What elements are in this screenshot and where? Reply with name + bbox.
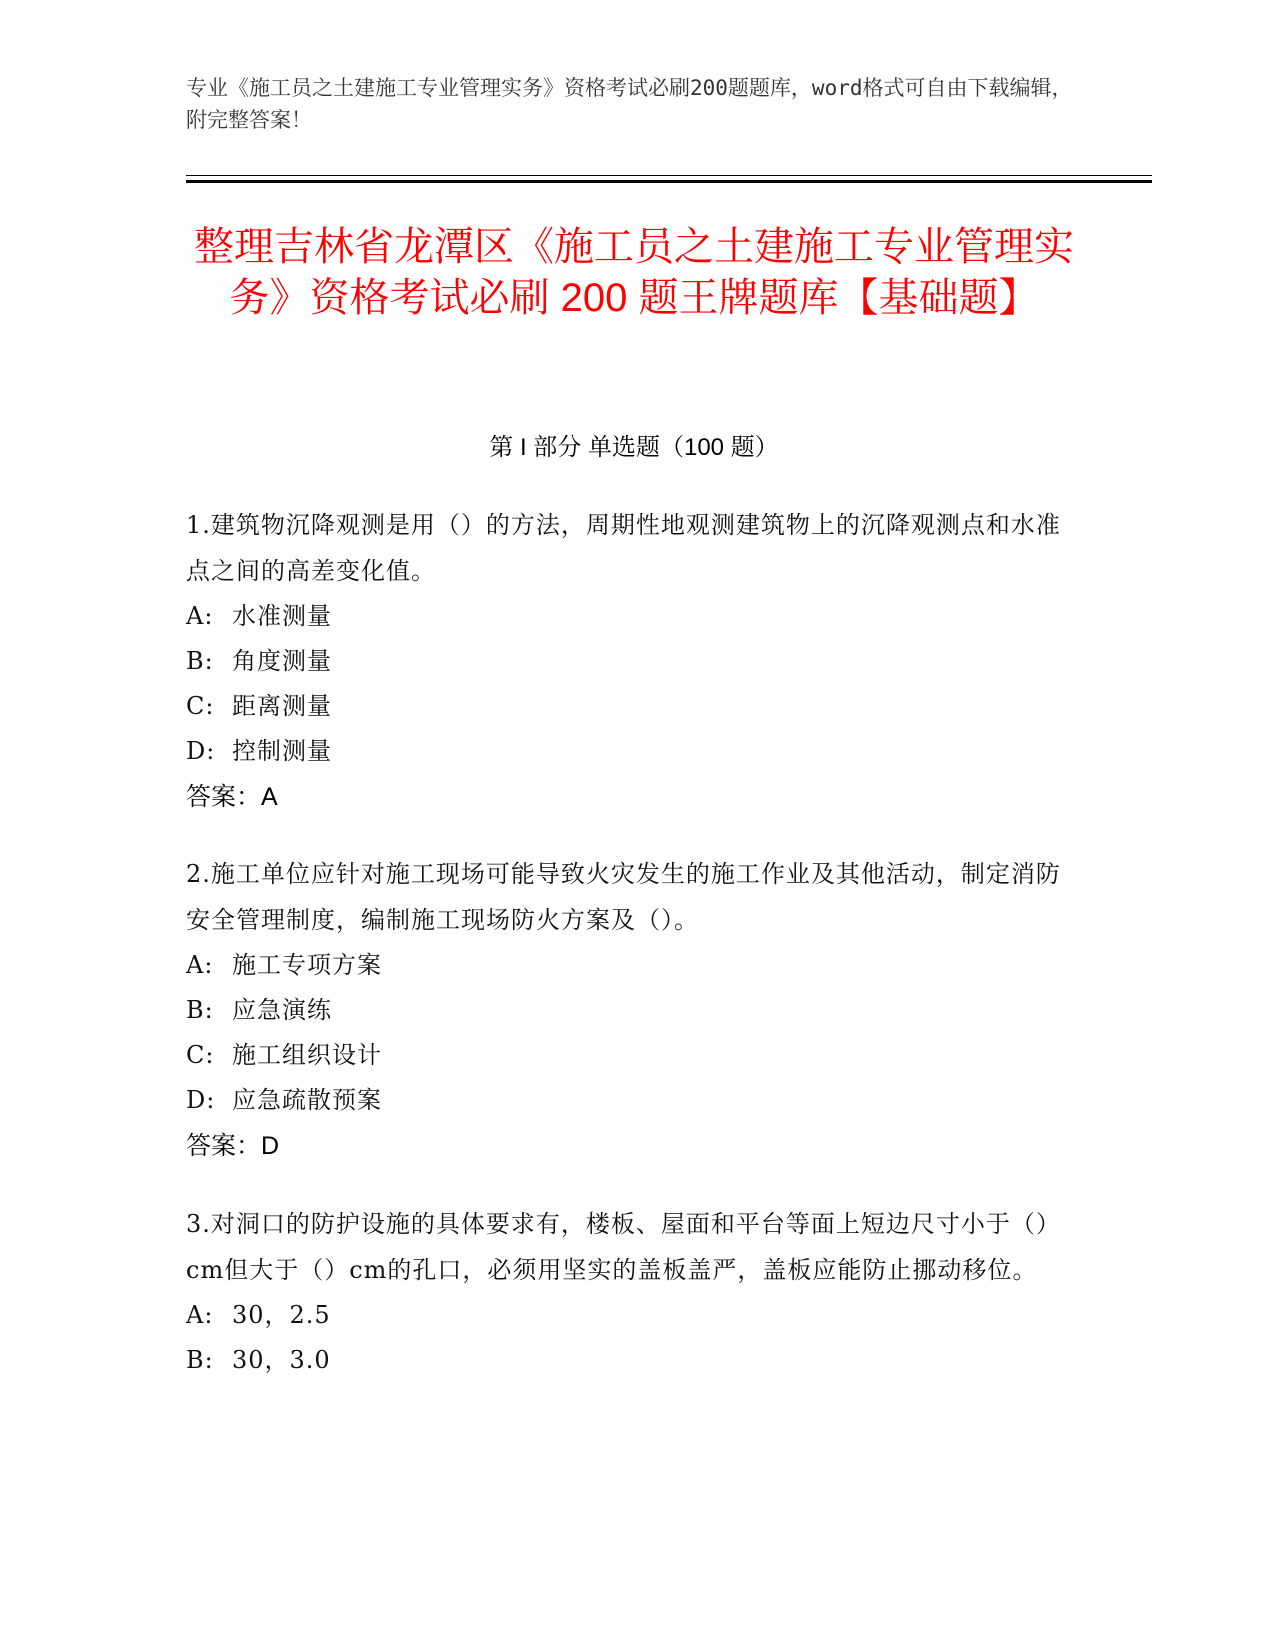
option-key: B: (186, 1346, 214, 1374)
question-stem: 2.施工单位应针对施工现场可能导致火灾发生的施工作业及其他活动，制定消防安全管理制度，编制施工现场防火方案及（）。 (186, 860, 1061, 934)
option-text: 应急疏散预案 (232, 1086, 382, 1114)
option-a (186, 594, 1066, 639)
option-key: D: (186, 737, 216, 765)
option-text: 应急演练 (232, 996, 332, 1024)
option-d (186, 729, 1066, 774)
option-d (186, 1078, 1066, 1123)
document-title: 整理吉林省龙潭区《施工员之土建施工专业管理实务》资格考试必刷 200 题王牌题库【基础题】 (194, 225, 1074, 320)
option-key: A: (186, 602, 214, 630)
option-text: 施工专项方案 (232, 951, 382, 979)
option-text: 水准测量 (232, 602, 332, 630)
option-b (186, 639, 1066, 684)
option-text: 施工组织设计 (232, 1041, 382, 1069)
option-text: 角度测量 (232, 647, 332, 675)
option-text: 控制测量 (232, 737, 332, 765)
option-text: 30，2.5 (232, 1301, 331, 1329)
answer-line (186, 1123, 1066, 1169)
header-divider-thick (186, 180, 1152, 183)
option-key: B: (186, 647, 214, 675)
question-2 (186, 851, 1066, 1169)
section-heading: 第 I 部分 单选题（100 题） (489, 434, 779, 461)
option-key: C: (186, 692, 215, 720)
option-a (186, 943, 1066, 988)
option-key: A: (186, 1301, 214, 1329)
option-key: A: (186, 951, 214, 979)
option-text: 距离测量 (232, 692, 332, 720)
option-c (186, 684, 1066, 729)
header-intro: 专业《施工员之土建施工专业管理实务》资格考试必刷200题题库，word格式可自由下载编辑，附完整答案！ (186, 76, 1073, 132)
answer-label: 答案： (186, 1132, 262, 1160)
option-a (186, 1293, 1066, 1338)
option-b (186, 1338, 1066, 1383)
question-3 (186, 1201, 1066, 1383)
answer-label: 答案： (186, 783, 262, 811)
answer-value: D (261, 1132, 280, 1160)
option-key: B: (186, 996, 214, 1024)
question-stem: 3.对洞口的防护设施的具体要求有，楼板、屋面和平台等面上短边尺寸小于（）cm但大于（）cm的孔口，必须用坚实的盖板盖严，盖板应能防止挪动移位。 (186, 1210, 1061, 1284)
option-key: C: (186, 1041, 215, 1069)
answer-value: A (261, 783, 278, 811)
option-text: 30，3.0 (232, 1346, 331, 1374)
header-divider-thin (186, 175, 1152, 176)
answer-line (186, 774, 1066, 820)
question-1 (186, 502, 1066, 820)
question-stem: 1.建筑物沉降观测是用（）的方法，周期性地观测建筑物上的沉降观测点和水准点之间的高差变化值。 (186, 511, 1061, 585)
option-b (186, 988, 1066, 1033)
option-c (186, 1033, 1066, 1078)
option-key: D: (186, 1086, 216, 1114)
